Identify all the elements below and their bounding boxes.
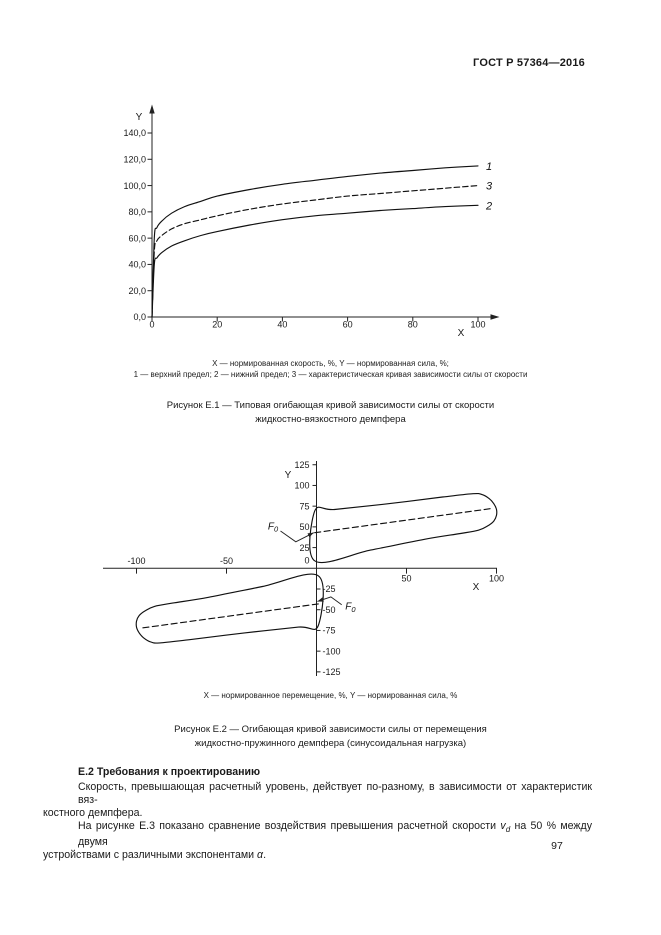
y-tick-label: -75 <box>322 625 336 636</box>
figure2-lower-centerline <box>142 604 318 628</box>
figure1-curve-characteristic-curve <box>152 186 478 317</box>
figure-e2-caption-line1: Рисунок Е.2 — Огибающая кривой зависимости силы от перемещения <box>174 724 487 735</box>
preload-force-upper-arrow <box>308 533 314 538</box>
figure2-upper-envelope <box>310 494 497 563</box>
figure-e1-legend-line2: 1 — верхний предел; 2 — нижний предел; 3 — характеристическая кривая зависимости силы от скорости <box>133 370 528 379</box>
curve-label-2: 2 <box>486 200 493 213</box>
figure1-curve-lower-limit <box>152 205 478 317</box>
paragraph-2-line-2 <box>43 849 592 862</box>
y-tick-label: 25 <box>299 542 310 553</box>
paragraph-1-line-2: костного демпфера. <box>43 807 143 819</box>
x-tick-label: 60 <box>342 319 353 330</box>
y-tick-label: 20,0 <box>128 285 146 296</box>
x-axis-letter: X <box>472 582 480 593</box>
x-tick-label: 40 <box>277 319 288 330</box>
alpha-symbol: α <box>257 849 264 862</box>
section-e2 <box>43 766 592 862</box>
y-tick-label: -50 <box>322 604 336 615</box>
figure-e1-legend <box>30 358 631 380</box>
x-tick-label: 80 <box>407 319 418 330</box>
figure-e1-caption <box>30 399 631 426</box>
x-tick-label: -50 <box>219 556 234 566</box>
y-tick-label: -100 <box>322 646 341 657</box>
y-axis-letter: Y <box>135 112 143 123</box>
velocity-subscript: d <box>505 825 511 835</box>
paragraph-1-line-1: Скорость, превышающая расчетный уровень, действует по-разному, в зависимости от характеристик вяз- <box>78 781 592 806</box>
y-tick-label: 40,0 <box>128 259 146 270</box>
y-tick-label: -25 <box>322 584 336 595</box>
curve-label-1: 1 <box>486 160 493 173</box>
figure2-upper-centerline <box>315 509 491 533</box>
y-axis-letter: Y <box>284 470 292 481</box>
section-e2-heading: Е.2 Требования к проектированию <box>78 766 261 778</box>
y-tick-label: 60,0 <box>128 233 146 244</box>
y-tick-label: 100,0 <box>123 180 146 191</box>
y-tick-label: -125 <box>322 667 341 678</box>
y-tick-label: 0 <box>304 555 310 566</box>
figure-e2-chart <box>90 450 510 692</box>
figure1-x-axis-arrow <box>491 314 500 319</box>
figure-e1-chart <box>90 98 515 345</box>
y-tick-label: 120,0 <box>123 154 146 165</box>
paragraph-text: На рисунке Е.3 показано сравнение воздействия превышения расчетной скорости <box>78 820 501 832</box>
x-axis-letter: X <box>457 328 465 339</box>
paragraph-text: на 50 % между двумя <box>78 820 593 849</box>
figure-e1-caption-line2: жидкостно-вязкостного демпфера <box>255 413 406 425</box>
y-tick-label: 100 <box>294 480 310 491</box>
y-tick-label: 125 <box>294 459 310 470</box>
x-tick-label: -100 <box>127 556 146 566</box>
x-tick-label: 0 <box>149 319 155 330</box>
figure-e1-caption-line1: Рисунок Е.1 — Типовая огибающая кривой зависимости силы от скорости <box>166 400 495 411</box>
paragraph-text: . <box>263 849 267 862</box>
x-tick-label: 100 <box>488 573 505 584</box>
figure-e1-legend-line1: X — нормированная скорость, %, Y — нормированная сила, %; <box>212 359 449 368</box>
x-tick-label: 100 <box>470 319 486 330</box>
tspan-mark: 0 <box>274 524 279 534</box>
preload-force-upper-label: $F_0$ <box>267 521 279 534</box>
y-tick-label: 80,0 <box>128 207 146 218</box>
curve-label-3: 3 <box>486 180 493 193</box>
y-tick-label: 0,0 <box>133 312 146 323</box>
figure1-y-axis-arrow <box>149 105 154 114</box>
page-number: 97 <box>551 840 563 852</box>
y-tick-label: 140,0 <box>123 128 146 139</box>
y-tick-label: 75 <box>299 501 310 512</box>
y-tick-label: 50 <box>299 522 310 533</box>
preload-force-upper-leader <box>281 531 314 542</box>
standard-designation: ГОСТ Р 57364—2016 <box>473 57 585 69</box>
paragraph-text: устройствами с различными экспонентами <box>43 849 258 862</box>
paragraph-2-line-1 <box>43 820 592 849</box>
preload-force-lower-label: $F_0$ <box>345 601 356 614</box>
figure-e2-caption <box>30 723 631 750</box>
x-tick-label: 50 <box>401 573 412 584</box>
figure-e2-caption-line2: жидкостно-пружинного демпфера (синусоидальная нагрузка) <box>194 737 467 749</box>
tspan-mark: 0 <box>351 604 356 614</box>
figure1-curve-upper-limit <box>152 166 478 317</box>
velocity-symbol: v <box>500 820 506 832</box>
figure-e2-legend <box>30 690 631 701</box>
x-tick-label: 20 <box>212 319 223 330</box>
figure2-lower-envelope <box>136 574 323 643</box>
figure-e2-legend-line1: X — нормированное перемещение, %, Y — нормированная сила, % <box>203 691 458 700</box>
